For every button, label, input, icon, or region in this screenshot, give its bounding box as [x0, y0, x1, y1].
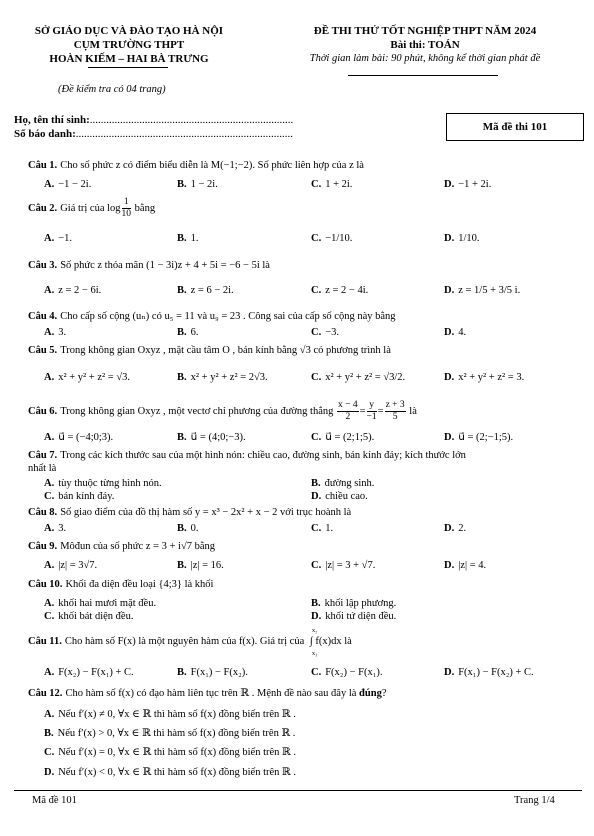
header-left-underline: [88, 67, 168, 68]
student-id-label: Số báo danh:: [14, 128, 76, 140]
q11-option-b: B. F(x₁) − F(x₂).: [177, 667, 248, 678]
student-id-row: [14, 128, 293, 140]
q11-option-c: C. F(x₂) − F(x₁).: [311, 667, 383, 678]
q10-option-d: D. khối tứ diện đều.: [311, 611, 397, 622]
question-1: Câu 1. Cho số phức z có điểm biểu diễn là M(−1;−2). Số phức liên hợp của z là: [28, 160, 364, 171]
q1-option-a: A. −1 − 2i.: [44, 179, 92, 190]
q4-option-c: C. −3.: [311, 327, 340, 338]
student-name-label: Họ, tên thí sinh:: [14, 114, 90, 126]
exam-subject: Bài thi: TOÁN: [390, 39, 460, 51]
exam-code-box: Mã đề thi 101: [446, 113, 584, 141]
q8-option-d: D. 2.: [444, 523, 467, 534]
q5-option-d: D. x² + y² + z² = 3.: [444, 372, 525, 383]
school-names: HOÀN KIẾM – HAI BÀ TRƯNG: [49, 53, 209, 65]
q1-option-c: C. 1 + 2i.: [311, 179, 353, 190]
q3-option-a: A. z = 2 − 6i.: [44, 285, 102, 296]
header-left: [14, 24, 244, 66]
pages-note: (Đề kiểm tra có 04 trang): [58, 84, 166, 95]
student-name-field: ..........................................................................: [89, 114, 294, 126]
student-id-field: ...............................................................................: [75, 128, 294, 140]
question-2: Câu 2. Giá trị của log $\frac{1}{10}$ bằng: [28, 197, 156, 219]
q6-option-d: D. u⃗ = (2;−1;5).: [444, 432, 514, 443]
q7-option-a: A. tùy thuộc từng hình nón.: [44, 478, 162, 489]
q9-option-b: B. |z| = 16.: [177, 560, 224, 571]
q3-option-d: D. z = 1/5 + 3/5 i.: [444, 285, 521, 296]
question-9: Câu 9. Môđun của số phức z = 3 + i√7 bằng: [28, 541, 216, 552]
q2-option-b: B. 1.: [177, 233, 199, 244]
q4-option-a: A. 3.: [44, 327, 67, 338]
q7-option-b: B. đường sinh.: [311, 478, 375, 489]
q12-option-d: D. Nếu f′(x) < 0, ∀x ∈ ℝ thì hàm số f(x) đồng biến trên ℝ .: [44, 767, 296, 778]
q11-option-d: D. F(x₁) − F(x₂) + C.: [444, 667, 534, 678]
q8-option-b: B. 0.: [177, 523, 199, 534]
q12-option-c: C. Nếu f′(x) = 0, ∀x ∈ ℝ thì hàm số f(x) đồng biến trên ℝ .: [44, 747, 296, 758]
footer-page-number: Trang 1/4: [514, 795, 555, 806]
q4-option-d: D. 4.: [444, 327, 467, 338]
q1-option-d: D. −1 + 2i.: [444, 179, 492, 190]
q6-option-c: C. u⃗ = (2;1;5).: [311, 432, 375, 443]
q5-option-b: B. x² + y² + z² = 2√3.: [177, 372, 268, 383]
q4-option-b: B. 6.: [177, 327, 199, 338]
q9-option-c: C. |z| = 3 + √7.: [311, 560, 376, 571]
q3-option-b: B. z = 6 − 2i.: [177, 285, 234, 296]
footer-exam-code: Mã đề 101: [32, 795, 77, 806]
q2-option-c: C. −1/10.: [311, 233, 353, 244]
q8-option-a: A. 3.: [44, 523, 67, 534]
cluster-name: CỤM TRƯỜNG THPT: [73, 39, 185, 51]
q5-option-c: C. x² + y² + z² = √3/2.: [311, 372, 406, 383]
q10-option-a: A. khối hai mươi mặt đều.: [44, 598, 157, 609]
question-4: Câu 4. Cho cấp số cộng (uₙ) có u₅ = 11 và u₉ = 23 . Công sai của cấp số cộng này bằng: [28, 311, 396, 322]
q12-option-b: B. Nếu f′(x) > 0, ∀x ∈ ℝ thì hàm số f(x) đồng biến trên ℝ .: [44, 728, 296, 739]
q2-option-a: A. −1.: [44, 233, 73, 244]
question-7: Câu 7. Trong các kích thước sau của một hình nón: chiều cao, đường sinh, bán kính đáy; kích thước lớn: [28, 450, 466, 461]
q9-option-a: A. |z| = 3√7.: [44, 560, 98, 571]
question-6: Câu 6. Trong không gian Oxyz , một vectơ chỉ phương của đường thẳng $\frac{x - 4}{2}$ = $\frac{y}{-1}$ = $\frac{z + 3}{5}$ là: [28, 400, 417, 422]
q3-option-c: C. z = 2 − 4i.: [311, 285, 369, 296]
q8-option-c: C. 1.: [311, 523, 334, 534]
dept-name: SỞ GIÁO DỤC VÀ ĐÀO TẠO HÀ NỘI: [34, 25, 224, 37]
student-name-row: [14, 114, 293, 126]
q5-option-a: A. x² + y² + z² = √3.: [44, 372, 130, 383]
q7-option-d: D. chiều cao.: [311, 491, 368, 502]
q2-option-d: D. 1/10.: [444, 233, 480, 244]
q10-option-b: B. khối lập phương.: [311, 598, 397, 609]
question-5: Câu 5. Trong không gian Oxyz , mặt cầu tâm O , bán kính bằng √3 có phương trình là: [28, 345, 391, 356]
question-8: Câu 8. Số giao điểm của đồ thị hàm số y = x³ − 2x² + x − 2 với trục hoành là: [28, 507, 352, 518]
question-7-cont: nhất là: [28, 463, 57, 474]
question-11: Câu 11. Cho hàm số F(x) là một nguyên hàm của f(x). Giá trị của ∫ f(x)dx x₂ x₁ là: [28, 627, 352, 657]
header-right-underline: [348, 75, 498, 76]
q6-option-a: A. u⃗ = (−4;0;3).: [44, 432, 114, 443]
q9-option-d: D. |z| = 4.: [444, 560, 487, 571]
q6-option-b: B. u⃗ = (4;0;−3).: [177, 432, 246, 443]
q7-option-c: C. bán kính đáy.: [44, 491, 115, 502]
q1-option-b: B. 1 − 2i.: [177, 179, 218, 190]
question-12: Câu 12. Cho hàm số f(x) có đạo hàm liên tục trên ℝ . Mệnh đề nào sau đây là đúng?: [28, 688, 387, 699]
question-3: Câu 3. Số phức z thỏa mãn (1 − 3i)z + 4 + 5i = −6 − 5i là: [28, 260, 270, 271]
q12-option-a: A. Nếu f′(x) ≠ 0, ∀x ∈ ℝ thì hàm số f(x) đồng biến trên ℝ .: [44, 709, 296, 720]
q10-option-c: C. khối bát diện đều.: [44, 611, 134, 622]
footer-divider: [14, 790, 582, 791]
exam-title: ĐỀ THI THỬ TỐT NGHIỆP THPT NĂM 2024: [313, 25, 537, 37]
header-right: [270, 24, 580, 66]
q11-option-a: A. F(x₂) − F(x₁) + C.: [44, 667, 134, 678]
question-10: Câu 10. Khối đa diện đều loại {4;3} là khối: [28, 579, 214, 590]
exam-time: Thời gian làm bài: 90 phút, không kể thời gian phát đề: [309, 53, 541, 64]
